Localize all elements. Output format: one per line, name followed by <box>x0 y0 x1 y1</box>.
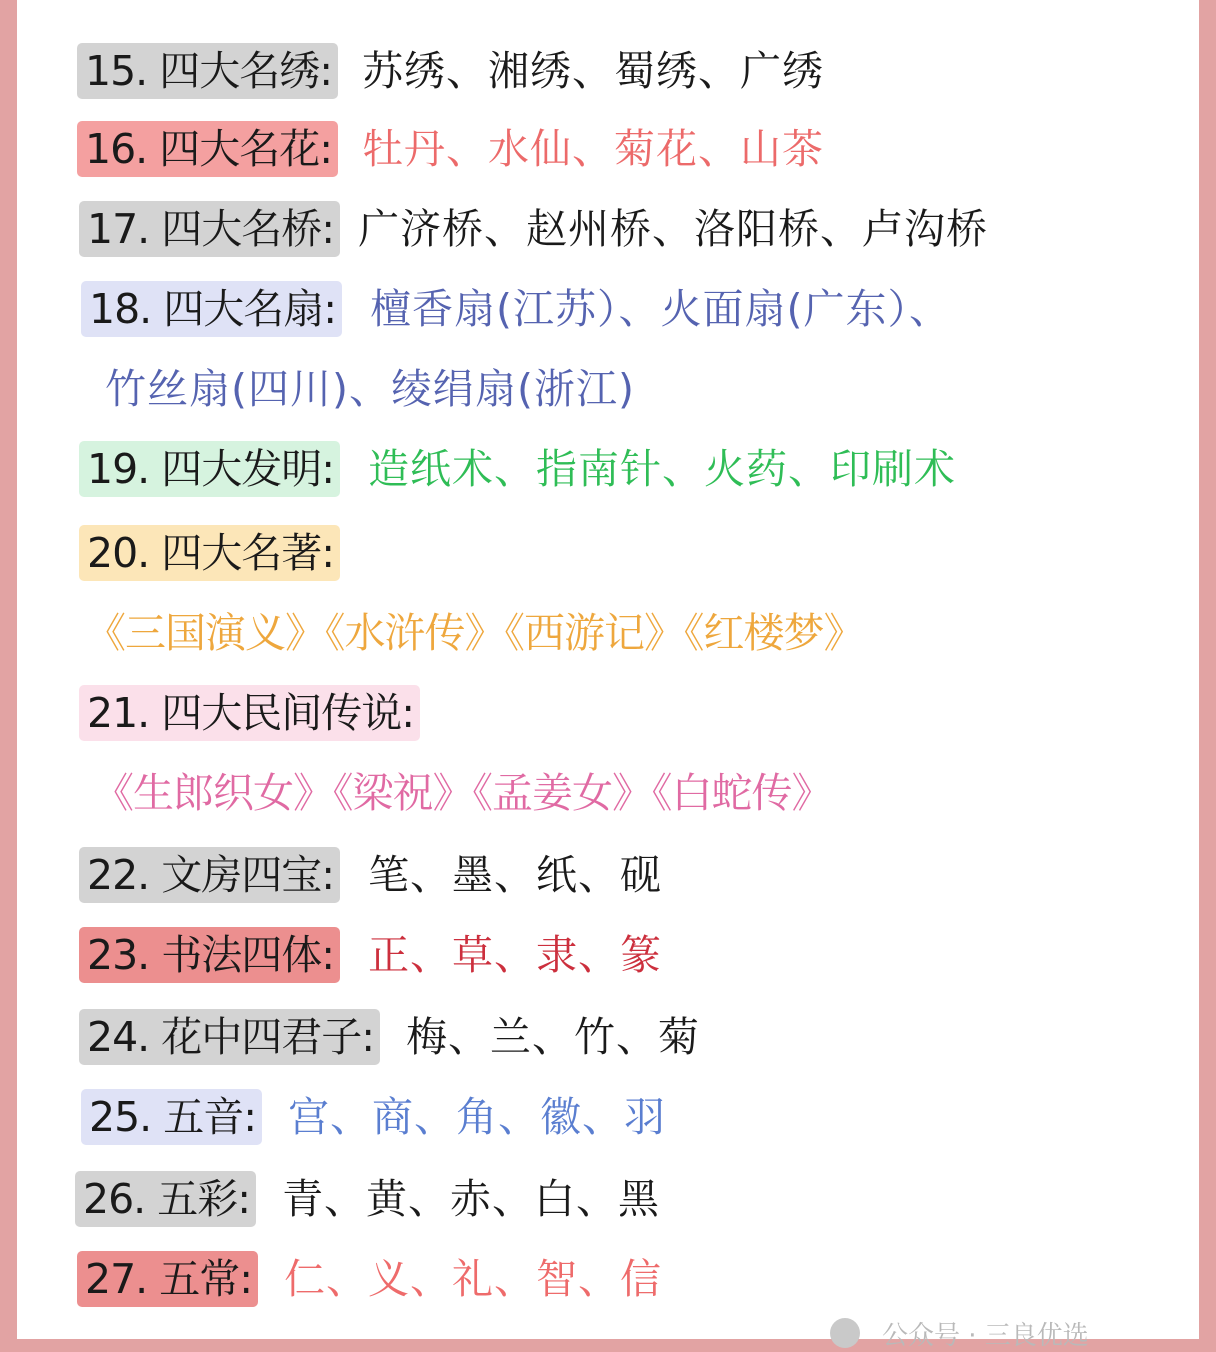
item-label: 26. 五彩: <box>75 1171 256 1227</box>
list-item <box>79 924 662 986</box>
list-item <box>81 278 951 340</box>
list-item <box>79 198 988 260</box>
wechat-icon <box>830 1318 860 1348</box>
item-label: 23. 书法四体: <box>79 927 340 983</box>
item-label: 20. 四大名著: <box>79 525 340 581</box>
item-value: 梅、兰、竹、菊 <box>406 1013 701 1061</box>
list-item <box>77 1248 662 1310</box>
watermark-text: 公众号 · 三良优选 <box>882 1320 1089 1351</box>
list-item <box>79 682 420 744</box>
item-label: 21. 四大民间传说: <box>79 685 420 741</box>
list-item <box>81 1086 666 1148</box>
list-item <box>77 118 824 180</box>
list-item <box>75 1168 660 1230</box>
list-item <box>77 40 824 102</box>
item-label: 25. 五音: <box>81 1089 262 1145</box>
item-label: 15. 四大名绣: <box>77 43 338 99</box>
item-value: 笔、墨、纸、砚 <box>368 851 663 899</box>
item-value: 仁、义、礼、智、信 <box>284 1255 663 1303</box>
item-label: 19. 四大发明: <box>79 441 340 497</box>
item-value: 造纸术、指南针、火药、印刷术 <box>368 445 957 493</box>
list-item <box>79 844 662 906</box>
item-value: 苏绣、湘绣、蜀绣、广绣 <box>362 47 825 95</box>
list-item-continuation <box>105 358 635 420</box>
list-item <box>79 522 340 584</box>
item-label: 17. 四大名桥: <box>79 201 340 257</box>
item-label: 24. 花中四君子: <box>79 1009 380 1065</box>
item-label: 22. 文房四宝: <box>79 847 340 903</box>
item-value: 广济桥、赵州桥、洛阳桥、卢沟桥 <box>358 205 989 253</box>
list-item-continuation <box>93 762 832 824</box>
page-content <box>17 0 1199 1339</box>
item-value: 牡丹、水仙、菊花、山茶 <box>362 125 825 173</box>
item-value: 正、草、隶、篆 <box>368 931 663 979</box>
list-item <box>79 438 956 500</box>
item-value: 青、黄、赤、白、黑 <box>282 1175 661 1223</box>
list-item-continuation <box>85 602 864 664</box>
item-value: 《生郎织女》《梁祝》《孟姜女》《白蛇传》 <box>93 769 832 817</box>
watermark <box>830 1318 1089 1351</box>
item-label: 18. 四大名扇: <box>81 281 342 337</box>
item-value: 《三国演义》《水浒传》《西游记》《红楼梦》 <box>85 609 864 657</box>
item-label: 16. 四大名花: <box>77 121 338 177</box>
item-value: 宫、商、角、徽、羽 <box>288 1093 667 1141</box>
list-item <box>79 1006 700 1068</box>
item-value: 檀香扇(江苏）、火面扇(广东）、 <box>370 285 952 333</box>
item-value: 竹丝扇(四川)、绫绢扇(浙江) <box>105 365 635 413</box>
item-label: 27. 五常: <box>77 1251 258 1307</box>
